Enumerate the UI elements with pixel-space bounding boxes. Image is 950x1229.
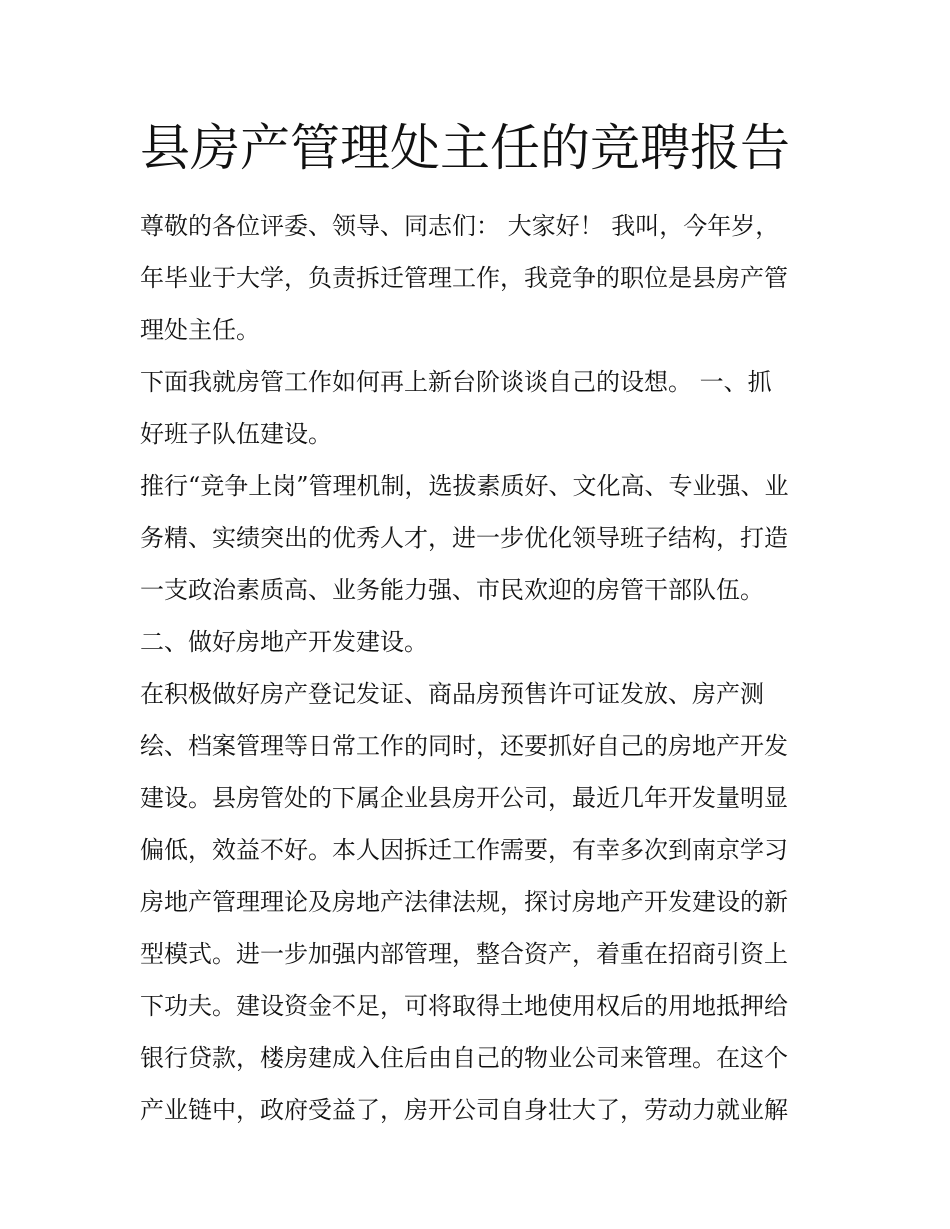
text-line: 尊敬的各位评委、领导、同志们： 大家好！ 我叫，今年岁， [140, 212, 780, 240]
text-line: 在积极做好房产登记发证、商品房预售许可证发放、房产测 [140, 680, 764, 708]
text-line: 下功夫。建设资金不足，可将取得土地使用权后的用地抵押给 [140, 992, 788, 1020]
document-title: 县房产管理处主任的竞聘报告 [140, 119, 790, 177]
text-line: 绘、档案管理等日常工作的同时，还要抓好自己的房地产开发 [140, 732, 788, 760]
text-line: 二、做好房地产开发建设。 [140, 628, 428, 656]
text-line: 推行“竞争上岗”管理机制，选拔素质好、文化高、专业强、业 [140, 472, 789, 500]
document-body [140, 200, 812, 1136]
text-line: 建设。县房管处的下属企业县房开公司，最近几年开发量明显 [140, 784, 788, 812]
text-line: 型模式。进一步加强内部管理，整合资产，着重在招商引资上 [140, 940, 788, 968]
text-line: 务精、实绩突出的优秀人才，进一步优化领导班子结构，打造 [140, 524, 788, 552]
text-line: 年毕业于大学，负责拆迁管理工作，我竞争的职位是县房产管 [140, 264, 788, 292]
text-line: 产业链中，政府受益了，房开公司自身壮大了，劳动力就业解 [140, 1096, 788, 1124]
text-line: 偏低，效益不好。本人因拆迁工作需要，有幸多次到南京学习 [140, 836, 788, 864]
text-line: 一支政治素质高、业务能力强、市民欢迎的房管干部队伍。 [140, 576, 764, 604]
text-line: 好班子队伍建设。 [140, 420, 332, 448]
text-line: 银行贷款，楼房建成入住后由自己的物业公司来管理。在这个 [140, 1044, 788, 1072]
text-line: 理处主任。 [140, 316, 260, 344]
text-line: 房地产管理理论及房地产法律法规，探讨房地产开发建设的新 [140, 888, 788, 916]
text-line: 下面我就房管工作如何再上新台阶谈谈自己的设想。 一、抓 [140, 368, 772, 396]
